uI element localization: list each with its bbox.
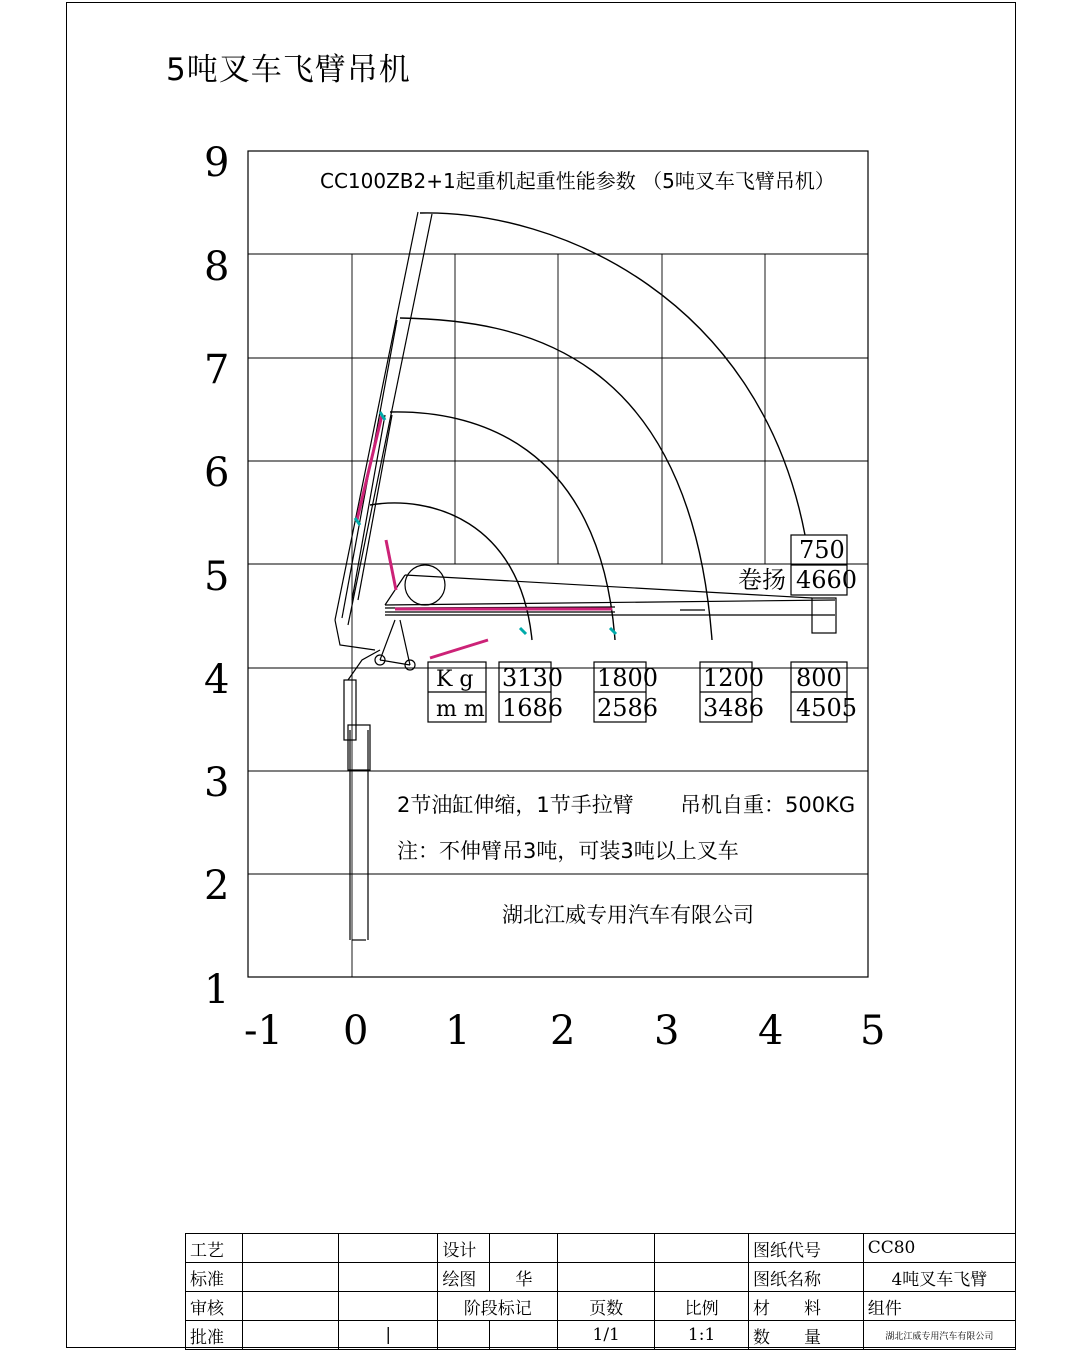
reach-curve-4 — [420, 213, 805, 535]
label-material: 材 料 — [749, 1292, 864, 1321]
label-code: 图纸代号 — [749, 1234, 864, 1263]
value-code: CC80 — [863, 1234, 1015, 1263]
y-tick-label: 8 — [204, 244, 230, 290]
x-tick-label: 0 — [343, 1008, 369, 1054]
x-tick-label: 1 — [445, 1008, 471, 1054]
winch-kg-value: 750 — [799, 536, 845, 564]
unit-kg-label: K g — [436, 667, 474, 692]
y-tick-label: 6 — [204, 450, 230, 496]
winch-label: 卷扬 — [738, 566, 786, 594]
x-tick-label: 4 — [758, 1008, 784, 1054]
note-line-1: 2节油缸伸缩，1节手拉臂 — [397, 793, 634, 817]
y-tick-label: 1 — [204, 967, 230, 1013]
load-mm-value: 2586 — [597, 694, 659, 722]
y-tick-label: 2 — [204, 863, 230, 909]
value-drawer: 华 — [490, 1263, 558, 1292]
label-review: 审核 — [186, 1292, 243, 1321]
y-tick-label: 4 — [204, 657, 230, 703]
y-tick-label: 3 — [204, 760, 230, 806]
reach-curve-1 — [370, 503, 532, 640]
label-craft: 工艺 — [186, 1234, 243, 1263]
load-mm-value: 4505 — [796, 694, 858, 722]
reach-curve-2 — [390, 412, 615, 640]
winch-mm-value: 4660 — [796, 566, 858, 594]
hydraulic-fittings — [355, 412, 616, 634]
diagram-title: CC100ZB2+1起重机起重性能参数 （5吨叉车飞臂吊机） — [320, 169, 835, 193]
load-mm-value: 1686 — [502, 694, 564, 722]
approve-mark: | — [339, 1321, 438, 1350]
label-quantity: 数 量 — [749, 1321, 864, 1350]
x-tick-label: 3 — [654, 1008, 680, 1054]
label-scale: 比例 — [655, 1292, 749, 1321]
x-tick-label: 5 — [860, 1008, 886, 1054]
y-tick-label: 5 — [204, 554, 230, 600]
hydraulic-cylinders — [357, 415, 612, 658]
label-standard: 标准 — [186, 1263, 243, 1292]
value-pages: 1/1 — [558, 1321, 655, 1350]
label-stage-mark: 阶段标记 — [438, 1292, 558, 1321]
note-line-2: 注：不伸臂吊3吨，可装3吨以上叉车 — [397, 839, 739, 863]
title-block — [185, 1233, 1016, 1350]
page-title: 5吨叉车飞臂吊机 — [166, 52, 411, 88]
load-kg-value: 1200 — [703, 664, 765, 692]
value-name: 4吨叉车飞臂 — [863, 1263, 1015, 1292]
value-material: 组件 — [863, 1292, 1015, 1321]
y-tick-label: 9 — [204, 140, 230, 186]
load-kg-value: 800 — [796, 664, 842, 692]
label-drawing: 绘图 — [438, 1263, 490, 1292]
x-tick-label: -1 — [244, 1008, 283, 1054]
note-weight: 吊机自重：500KG — [680, 793, 856, 817]
load-kg-value: 3130 — [502, 664, 564, 692]
label-approve: 批准 — [186, 1321, 243, 1350]
company-name: 湖北江威专用汽车有限公司 — [502, 903, 754, 927]
label-name: 图纸名称 — [749, 1263, 864, 1292]
y-tick-label: 7 — [204, 347, 230, 393]
company-small: 湖北江威专用汽车有限公司 — [863, 1321, 1015, 1350]
value-scale: 1:1 — [655, 1321, 749, 1350]
unit-mm-label: m m — [436, 697, 485, 722]
load-mm-value: 3486 — [703, 694, 765, 722]
label-design: 设计 — [438, 1234, 490, 1263]
x-tick-label: 2 — [550, 1008, 576, 1054]
load-kg-value: 1800 — [597, 664, 659, 692]
label-pages: 页数 — [558, 1292, 655, 1321]
reach-curve-3 — [400, 318, 712, 640]
